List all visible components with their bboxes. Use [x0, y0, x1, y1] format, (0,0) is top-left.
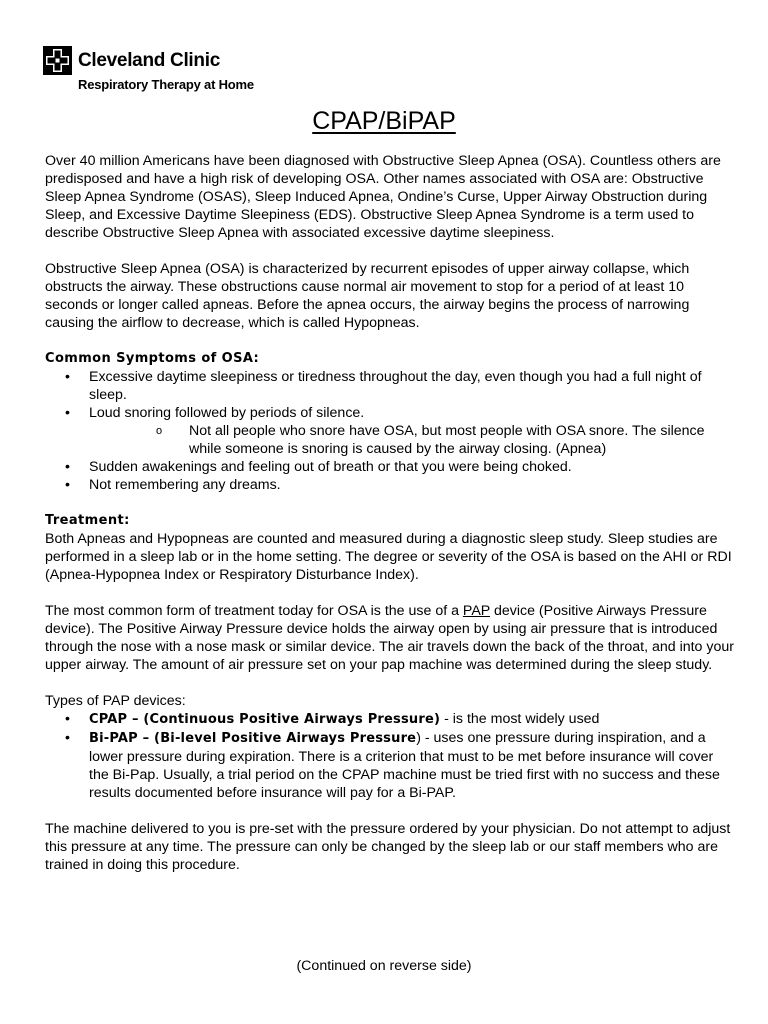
bipap-term: Bi-level Positive Airways Pressure: [160, 731, 417, 746]
treatment-paragraph-1: Both Apneas and Hypopneas are counted and measured during a diagnostic sleep study. Sleep studies are performed in a sleep lab or in the home setting. The degree or severity of the OSA is based on the AHI or RDI (Apnea-Hypopnea Index or Respiratory Disturbance Index).: [45, 531, 732, 583]
pap-types-list: [45, 710, 735, 802]
cleveland-clinic-logo-icon: [43, 46, 72, 75]
symptoms-list: [45, 368, 735, 494]
types-heading: Types of PAP devices:: [45, 693, 186, 709]
symptom-item: [45, 404, 735, 458]
symptom-sublist: [89, 422, 735, 458]
bipap-paren: ): [416, 730, 421, 746]
pap-term: PAP: [462, 603, 491, 619]
pap-type-item: [45, 710, 735, 729]
cpap-term: CPAP – (Continuous Positive Airways Pressure): [89, 712, 441, 727]
brand-name: Cleveland Clinic: [78, 49, 220, 71]
document-body: [45, 152, 735, 892]
symptom-item: • Excessive daytime sleepiness or tiredness throughout the day, even though you had a full night of sleep.: [45, 368, 735, 404]
treatment-p2-rest: device (Positive Airways Pressure device). The Positive Airway Pressure device holds the airway open by using air pressure that is introduced through the nose with a nose mask or similar device. The air travels down the back of the throat, and into your upper airway. The amount of air pressure set on your pap machine was determined during the sleep study.: [45, 603, 734, 673]
pap-type-item: [45, 729, 735, 802]
treatment-p2-start: The most common form of treatment today for OSA is the use of a: [45, 603, 463, 619]
continued-note: (Continued on reverse side): [296, 958, 472, 974]
intro-paragraph-1: Over 40 million Americans have been diagnosed with Obstructive Sleep Apnea (OSA). Countless others are predisposed and have a high risk of developing OSA. Other names associated with OSA are: Obstructive Sleep Apnea Syndrome (OSAS), Sleep Induced Apnea, Ondine’s Curse, Upper Airway Obstruction during Sleep, and Excessive Daytime Sleepiness (EDS). Obstructive Sleep Apnea Syndrome is a term used to describe Obstructive Sleep Apnea with associated excessive daytime sleepiness.: [45, 153, 721, 241]
page-title: CPAP/BiPAP: [312, 107, 456, 135]
symptom-subitem: o Not all people who snore have OSA, but most people with OSA snore. The silence while someone is snoring is caused by the airway closing. (Apnea): [89, 422, 735, 458]
cpap-description: - is the most widely used: [440, 711, 600, 727]
brand-subtitle: Respiratory Therapy at Home: [78, 77, 254, 92]
intro-paragraph-2: Obstructive Sleep Apnea (OSA) is characterized by recurrent episodes of upper airway collapse, which obstructs the airway. These obstructions cause normal air movement to stop for a period of at least 10 seconds or longer called apneas. Before the apnea occurs, the airway begins the process of narrowing causing the airflow to decrease, which is called Hypopneas.: [45, 261, 690, 331]
symptoms-heading: Common Symptoms of OSA:: [45, 351, 260, 366]
treatment-heading: Treatment:: [45, 513, 130, 528]
letterhead: [43, 46, 254, 92]
symptom-item: • Sudden awakenings and feeling out of breath or that you were being choked.: [45, 458, 735, 476]
closing-paragraph: The machine delivered to you is pre-set with the pressure ordered by your physician. Do not attempt to adjust this pressure at any time. The pressure can only be changed by the sleep lab or our staff members who are trained in doing this procedure.: [45, 821, 731, 873]
treatment-paragraph-2: [45, 602, 735, 674]
symptom-item: • Not remembering any dreams.: [45, 476, 735, 494]
logo-row: [43, 46, 254, 75]
symptom-item-text: Loud snoring followed by periods of silence.: [89, 405, 365, 421]
bipap-term-prefix: Bi-PAP – (: [89, 731, 161, 746]
bipap-description: - uses one pressure during inspiration, and a lower pressure during expiration. There is a criterion that must to be met before insurance will cover the Bi-Pap. Usually, a trial period on the CPAP machine must be tried first with no success and these results documented before insurance will pay for a Bi-PAP.: [89, 730, 720, 801]
